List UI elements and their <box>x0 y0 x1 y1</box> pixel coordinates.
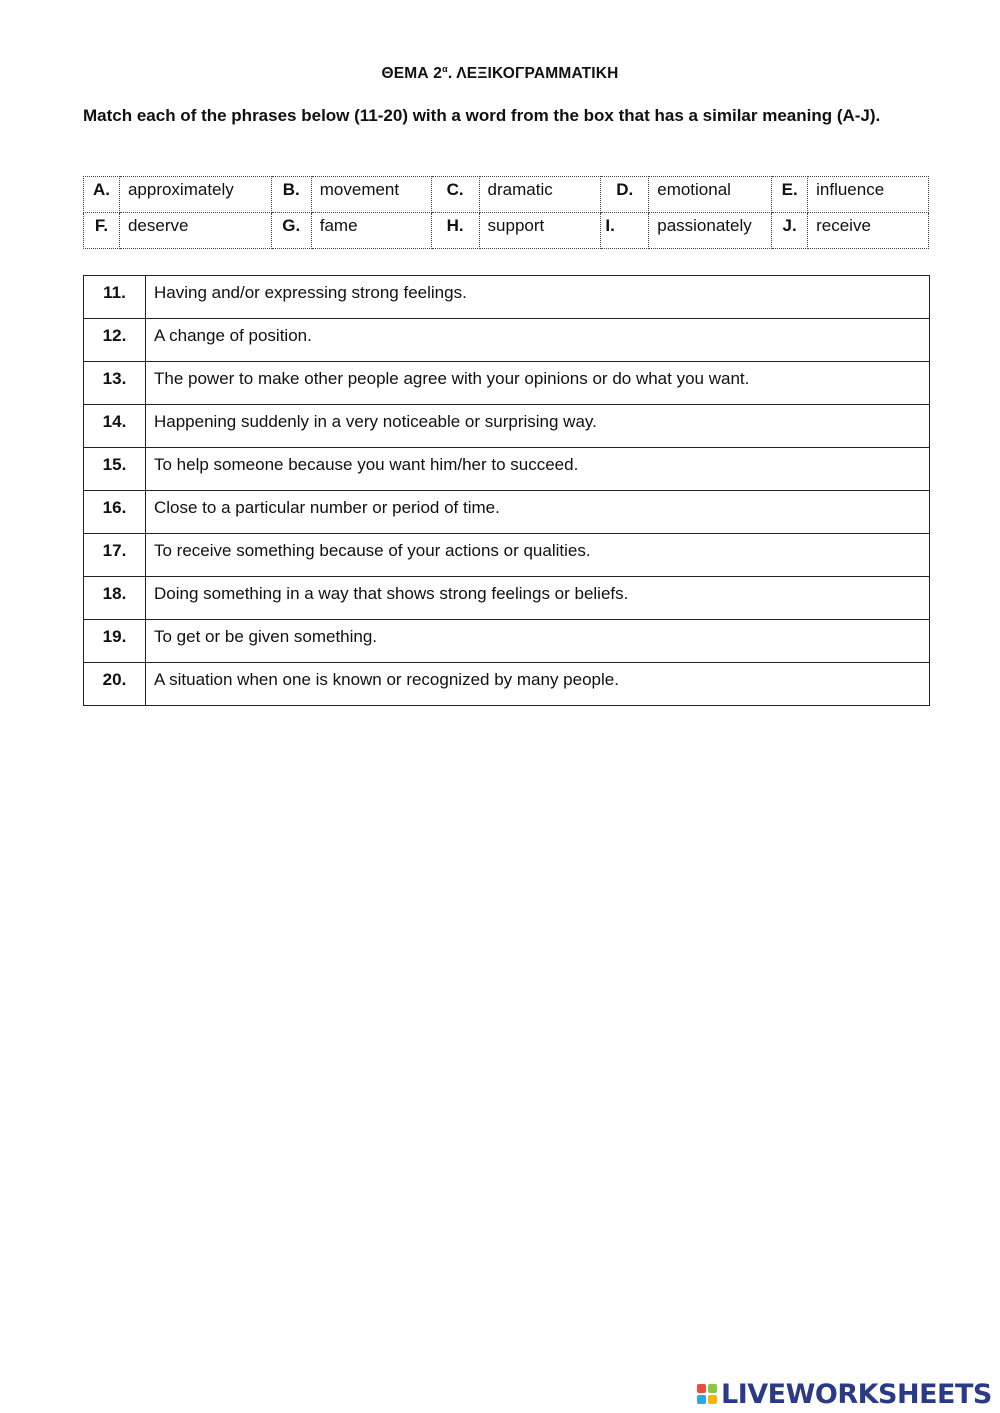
page-title <box>0 64 1000 83</box>
word-letter-c: C. <box>431 177 479 213</box>
phrase-text: Close to a particular number or period of time. <box>146 491 930 534</box>
word-b: movement <box>311 177 431 213</box>
phrase-number: 19. <box>84 620 146 663</box>
phrase-number: 16. <box>84 491 146 534</box>
word-f: deserve <box>119 213 271 249</box>
phrase-text: Doing something in a way that shows strong feelings or beliefs. <box>146 577 930 620</box>
word-e: influence <box>808 177 929 213</box>
table-row <box>84 663 930 706</box>
phrase-text: A situation when one is known or recognized by many people. <box>146 663 930 706</box>
table-row <box>84 491 930 534</box>
phrase-number: 11. <box>84 276 146 319</box>
phrase-number: 13. <box>84 362 146 405</box>
logo-square-yellow <box>708 1395 717 1404</box>
word-letter-i: I. <box>601 213 649 249</box>
table-row <box>84 319 930 362</box>
word-letter-b: B. <box>271 177 311 213</box>
phrases-table <box>83 275 930 706</box>
title-suffix: . ΛΕΞΙΚΟΓΡΑΜΜΑΤΙΚΗ <box>447 65 619 83</box>
word-box <box>83 176 929 249</box>
word-letter-a: A. <box>84 177 120 213</box>
table-row <box>84 405 930 448</box>
phrase-number: 12. <box>84 319 146 362</box>
phrase-text: The power to make other people agree with your opinions or do what you want. <box>146 362 930 405</box>
table-row <box>84 448 930 491</box>
table-row <box>84 276 930 319</box>
liveworksheets-logo[interactable] <box>697 1378 992 1410</box>
word-letter-h: H. <box>431 213 479 249</box>
word-i: passionately <box>649 213 772 249</box>
word-letter-d: D. <box>601 177 649 213</box>
phrase-number: 20. <box>84 663 146 706</box>
phrase-text: Happening suddenly in a very noticeable or surprising way. <box>146 405 930 448</box>
phrase-number: 14. <box>84 405 146 448</box>
table-row <box>84 534 930 577</box>
word-c: dramatic <box>479 177 601 213</box>
word-g: fame <box>311 213 431 249</box>
logo-square-blue <box>697 1395 706 1404</box>
word-j: receive <box>808 213 929 249</box>
liveworksheets-logo-icon <box>697 1384 717 1404</box>
word-d: emotional <box>649 177 772 213</box>
word-a: approximately <box>119 177 271 213</box>
table-row <box>84 620 930 663</box>
phrase-text: To help someone because you want him/her to succeed. <box>146 448 930 491</box>
word-box-row <box>84 213 929 249</box>
word-h: support <box>479 213 601 249</box>
table-row <box>84 577 930 620</box>
phrase-text: To receive something because of your actions or qualities. <box>146 534 930 577</box>
word-letter-f: F. <box>84 213 120 249</box>
phrase-text: A change of position. <box>146 319 930 362</box>
title-prefix: ΘΕΜΑ 2 <box>381 65 443 83</box>
phrase-text: To get or be given something. <box>146 620 930 663</box>
word-letter-g: G. <box>271 213 311 249</box>
logo-square-red <box>697 1384 706 1393</box>
phrase-number: 18. <box>84 577 146 620</box>
phrase-number: 17. <box>84 534 146 577</box>
word-letter-j: J. <box>772 213 808 249</box>
word-box-row <box>84 177 929 213</box>
logo-text: LIVEWORKSHEETS <box>721 1378 992 1410</box>
title-superscript: α <box>442 64 448 74</box>
instructions: Match each of the phrases below (11-20) with a word from the box that has a similar meaning (A-J). <box>83 106 881 125</box>
logo-square-green <box>708 1384 717 1393</box>
table-row <box>84 362 930 405</box>
word-letter-e: E. <box>772 177 808 213</box>
phrase-text: Having and/or expressing strong feelings. <box>146 276 930 319</box>
phrase-number: 15. <box>84 448 146 491</box>
